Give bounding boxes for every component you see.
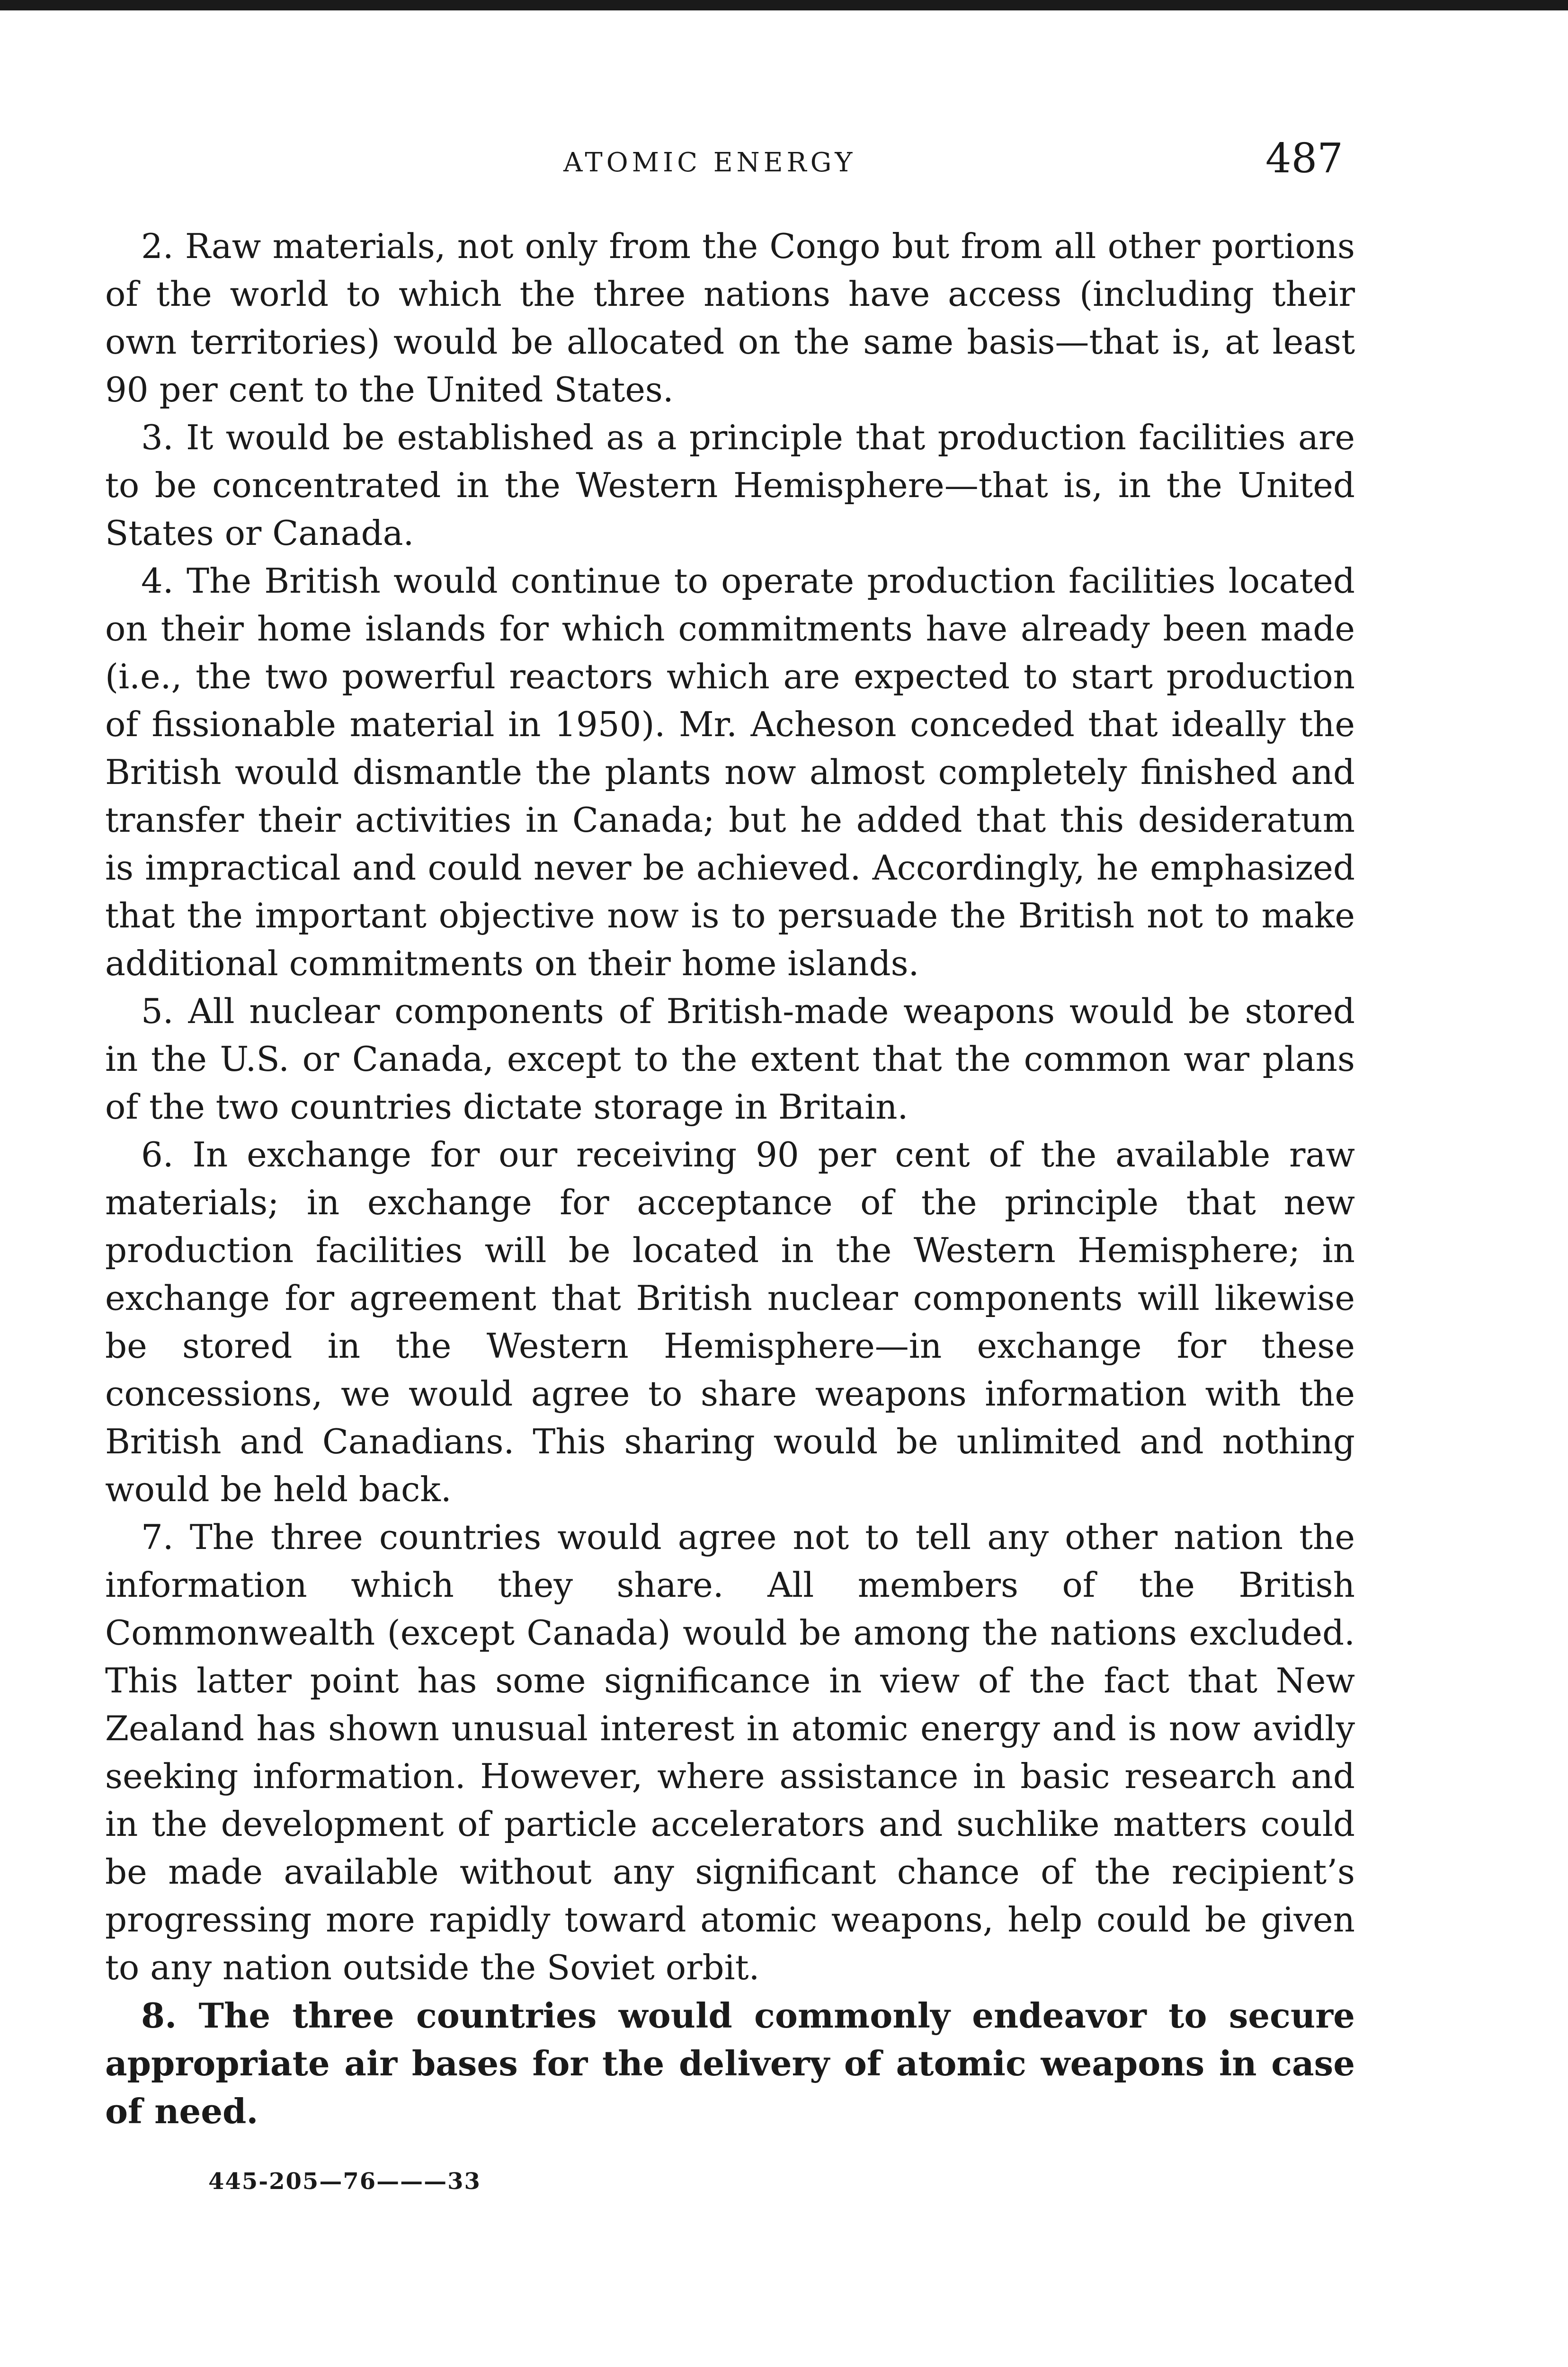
- paragraph-item-7: 7. The three countries would agree not to tell any other nation the information which they share. All members of the British Commonwealth (except Canada) would be among the nations excluded. This latter point has some significance in view of the fact that New Zealand has shown unusual interest in atomic energy and is now avidly seeking information. However, where assistance in basic research and in the development of particle accelerators and suchlike matters could be made available without any significant chance of the recipient’s progressing more rapidly toward atomic weapons, help could be given to any nation outside the Soviet orbit.: [105, 1517, 1355, 1987]
- paragraph-item-2: 2. Raw materials, not only from the Congo but from all other portions of the world to which the three nations have access (including their own territories) would be allocated on the same basis—that is, at least 90 per cent to the United States.: [105, 226, 1355, 409]
- running-head: [0, 135, 1568, 192]
- paragraph-item-6: 6. In exchange for our receiving 90 per cent of the available raw materials; in exchange for acceptance of the principle that new production facilities will be located in the Western Hemisphere; in exchange for agreement that British nuclear components will likewise be stored in the Western Hemisphere—in exchange for these concessions, we would agree to share weapons information with the British and Canadians. This sharing would be unlimited and nothing would be held back.: [105, 1135, 1355, 1509]
- print-code: 445-205—76———33: [208, 2168, 481, 2195]
- paragraph-item-4: 4. The British would continue to operate production facilities located on their home islands for which commitments have already been made (i.e., the two powerful reactors which are expected to start production of fissionable material in 1950). Mr. Acheson conceded that ideally the British would dismantle the plants now almost completely finished and transfer their activities in Canada; but he added that this desideratum is impractical and could never be achieved. Accordingly, he emphasized that the important objective now is to persuade the British not to make additional commitments on their home islands.: [105, 561, 1355, 983]
- paragraph-item-5: 5. All nuclear components of British-made weapons would be stored in the U.S. or Canada, except to the extent that the common war plans of the two countries dictate storage in Britain.: [105, 991, 1355, 1127]
- running-title: ATOMIC ENERGY: [563, 147, 856, 178]
- page-number: 487: [1265, 135, 1343, 182]
- paragraph-item-3: 3. It would be established as a principle that production facilities are to be concentrated in the Western Hemisphere—that is, in the United States or Canada.: [105, 418, 1355, 553]
- top-border-rule: [0, 0, 1568, 10]
- paragraph-item-8: 8. The three countries would commonly endeavor to secure appropriate air bases for the delivery of atomic weapons in case of need.: [105, 1995, 1355, 2131]
- body-text: [105, 222, 1355, 2135]
